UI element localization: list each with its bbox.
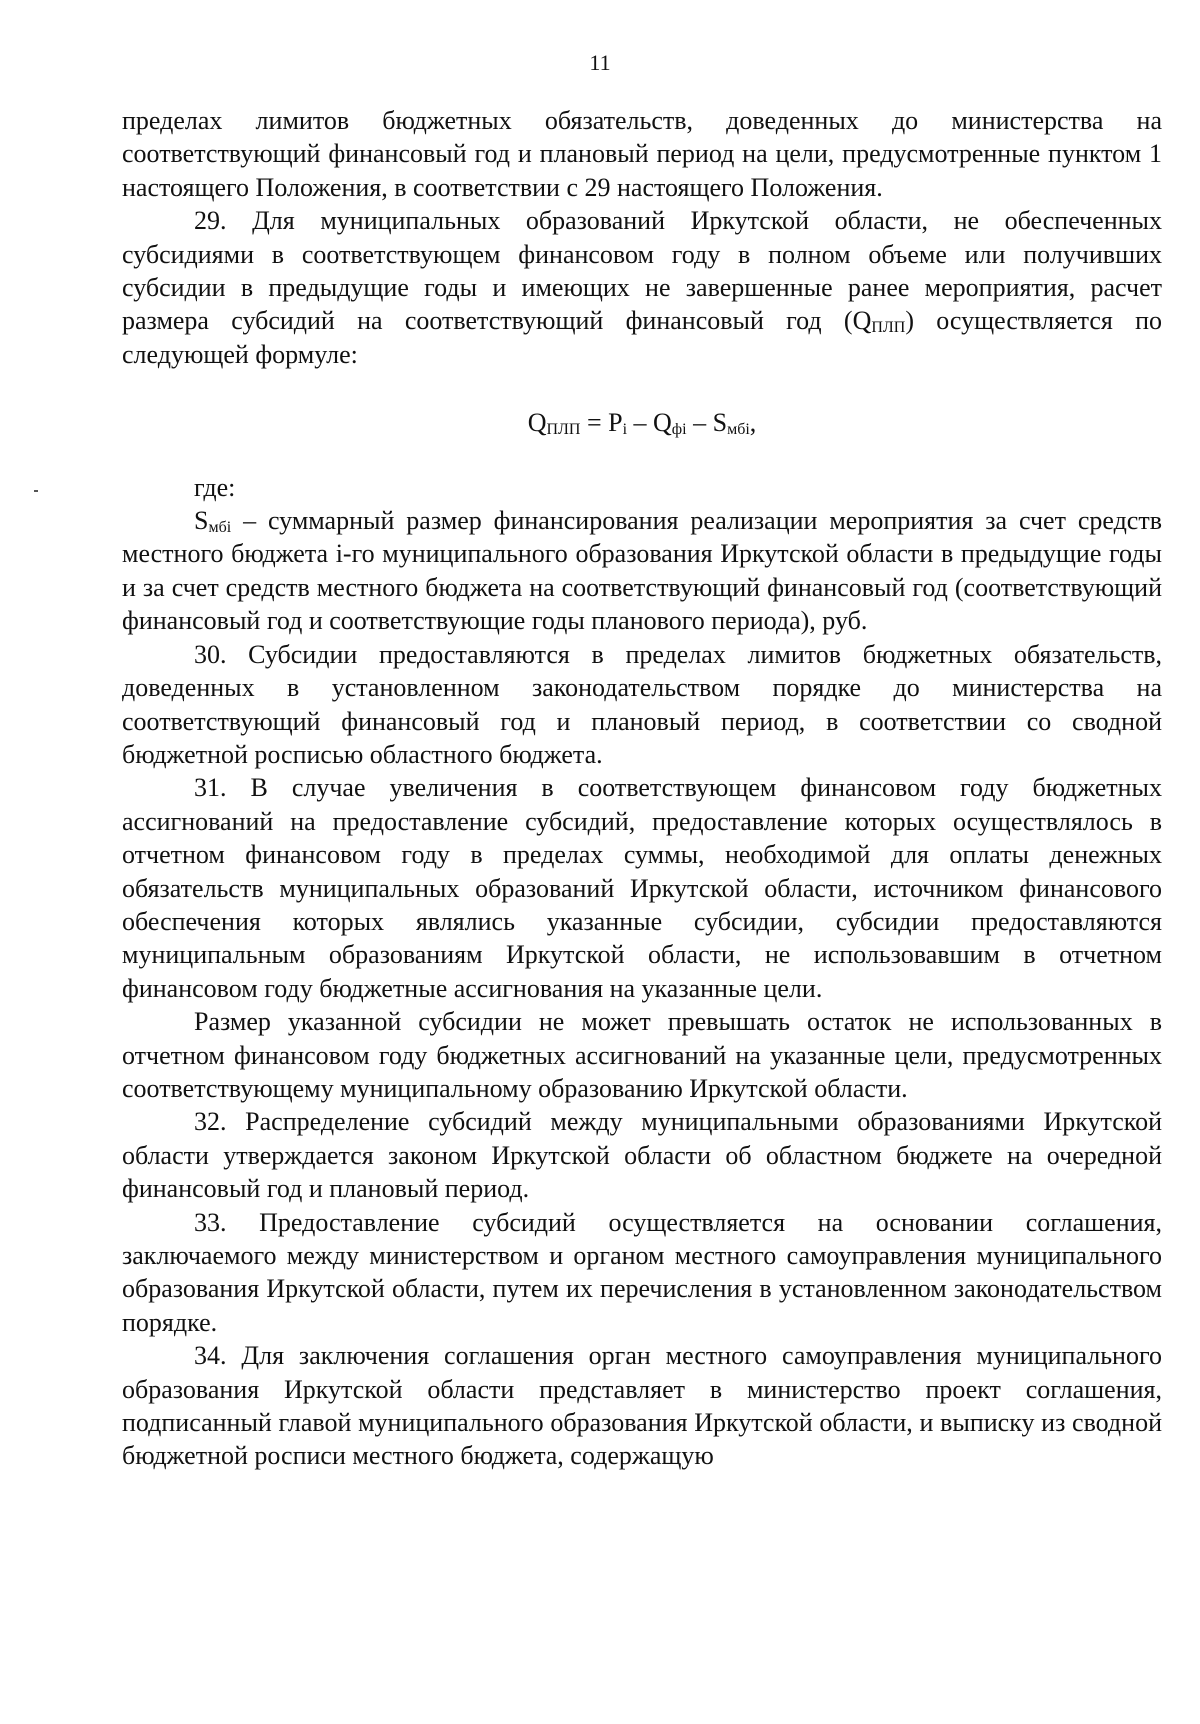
paragraph-32: 32. Распределение субсидий между муниципальными образованиями Иркутской области утверждается законом Иркутской области об областном бюджете на очередной финансовый год и плановый период. (122, 1107, 1162, 1204)
paragraph-29-text: 29. Для муниципальных образований Иркутской области, не обеспеченных субсидиями в соответствующем финансовом году в полном объеме или получивших субсидии в предыдущие годы и имеющих не завершенные ранее мероприятия, расчет размера субсидий на соответствующий финансовый год (Q (122, 206, 1162, 336)
where-label: где: (194, 472, 236, 502)
paragraph-31: 31. В случае увеличения в соответствующем финансовом году бюджетных ассигнований на предоставление субсидий, предоставление которых осуществлялось в отчетном финансовом году в пределах суммы, необходимой для оплаты денежных обязательств муниципальных образований Иркутской области, источником финансового обеспечения которых являлись указанные субсидии, субсидии предоставляются муниципальным образованиям Иркутской области, не использовавшим в отчетном финансовом году бюджетные ассигнования на указанные цели. (122, 773, 1162, 1003)
paragraph-30: 30. Субсидии предоставляются в пределах лимитов бюджетных обязательств, доведенных в установленном законодательством порядке до министерства на соответствующий финансовый год и плановый период, в соответствии со сводной бюджетной росписью областного бюджета. (122, 639, 1162, 769)
formula-s-sub: мбi (727, 421, 750, 439)
paragraph-continuation: пределах лимитов бюджетных обязательств, доведенных до министерства на соответствующий финансовый год и плановый период на цели, предусмотренные пунктом 1 настоящего Положения, в соответствии с 29 настоящего Положения. (122, 106, 1162, 202)
smb-subscript: мбi (208, 519, 232, 537)
formula-minus-s: – S (686, 408, 728, 438)
formula-q-sub: ПЛП (546, 421, 581, 439)
paragraph-29-subscript: ПЛП (871, 319, 906, 337)
formula-p-sub: i (622, 421, 628, 439)
scan-mark (34, 490, 38, 492)
formula-qf-sub: фi (671, 421, 687, 439)
paragraph-33: 33. Предоставление субсидий осуществляется на основании соглашения, заключаемого между министерством и органом местного самоуправления муниципального образования Иркутской области, путем их перечисления в установленном законодательством порядке. (122, 1207, 1162, 1337)
paragraph-29 (122, 204, 1162, 371)
formula-eq-p: = P (580, 408, 623, 438)
smb-symbol: S (194, 506, 209, 536)
formula (122, 406, 1162, 439)
paragraph-29-tail: ) осуществляется по следующей формуле: (122, 306, 1162, 369)
formula-minus-q: – Q (627, 408, 672, 438)
formula-end: , (749, 408, 757, 438)
formula-q: Q (527, 408, 547, 438)
smb-definition (122, 504, 1162, 638)
document-body (122, 104, 1162, 1473)
paragraph-34: 34. Для заключения соглашения орган местного самоуправления муниципального образования Иркутской области представляет в министерство проект соглашения, подписанный главой муниципального образования Иркутской области, и выписку из сводной бюджетной росписи местного бюджета, содержащую (122, 1341, 1162, 1471)
smb-text: – суммарный размер финансирования реализации мероприятия за счет средств местного бюджета i-го муниципального образования Иркутской области в предыдущие годы и за счет средств местного бюджета на соответствующий финансовый год (соответствующий финансовый год и соответствующие годы планового периода), руб. (122, 506, 1162, 636)
page-number: 11 (589, 50, 611, 75)
paragraph-31-size: Размер указанной субсидии не может превышать остаток не использованных в отчетном финансовом году бюджетных ассигнований на указанные цели, предусмотренных соответствующему муниципальному образованию Иркутской области. (122, 1007, 1162, 1103)
